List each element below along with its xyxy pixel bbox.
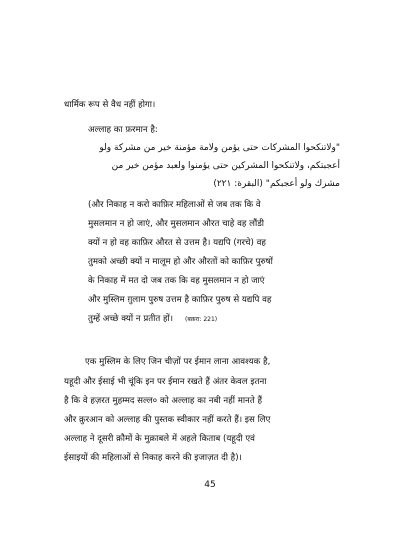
- translation-line: (और निकाह न करो काफ़िर महिलाओं से जब तक कि वे: [88, 200, 261, 210]
- translation-line: तुमको अच्छी क्यों न मालूम हो और औरतों को काफ़िर पुरुषों: [88, 257, 273, 267]
- translation-line: क्यों न हो वह काफ़िर औरत से उत्तम है। यद्यपि (गरचे) वह: [88, 238, 266, 248]
- text-line: धार्मिक रूप से वैध नहीं होगा।: [64, 100, 156, 110]
- arabic-verse-line: مشرك ولو أعجبكم" (البقرة: ٢٢١): [213, 179, 340, 189]
- paragraph-line: एक मुस्लिम के लिए जिन चीज़ों पर ईमान लाना आवश्यक है,: [85, 357, 271, 367]
- paragraph-line: है कि वे हज़रत मुहम्मद सल्ल० को अल्लाह का नबी नहीं मानते हैं: [64, 396, 263, 406]
- paragraph-line: अल्लाह ने दूसरी क़ौमों के मुक़ाबले में अहले किताब (यहूदी एवं: [64, 434, 255, 444]
- translation-line: और मुस्लिम ग़ुलाम पुरुष उत्तम है काफ़िर पुरुष से यद्यपि वह: [88, 295, 272, 305]
- translation-line: के निकाह में मत दो जब तक कि वह मुसलमान न हो जाएं: [88, 276, 265, 286]
- page-number: 45: [204, 480, 216, 490]
- translation-text: तुम्हें अच्छे क्यों न प्रतीत हों।: [88, 314, 174, 324]
- arabic-verse-line: أعجبتكم، ولاتنكحوا المشركين حتى يؤمنوا ولعبد مؤمن خير من: [111, 161, 340, 171]
- paragraph-line: और क़ुरआन को अल्लाह की पुस्तक स्वीकार नहीं करते हैं। इस लिए: [64, 415, 271, 425]
- text-line: अल्लाह का फ़रमान है:: [88, 125, 158, 135]
- arabic-verse-line: "ولاتنكحوا المشركات حتى يؤمن ولامة مؤمنة خير من مشركة ولو: [99, 143, 340, 153]
- translation-line: मुसलमान न हो जाएं, और मुसलमान औरत चाहे वह लौंडी: [88, 219, 265, 229]
- translation-line: [88, 313, 217, 326]
- verse-reference: (बक़रा: 221): [185, 316, 218, 323]
- paragraph-line: यहूदी और ईसाई भी चूंकि इन पर ईमान रखते हैं अंतर केवल इतना: [64, 377, 267, 387]
- paragraph-line: ईसाइयों की महिलाओं से निकाह करने की इजाज़त दी है)।: [64, 453, 242, 463]
